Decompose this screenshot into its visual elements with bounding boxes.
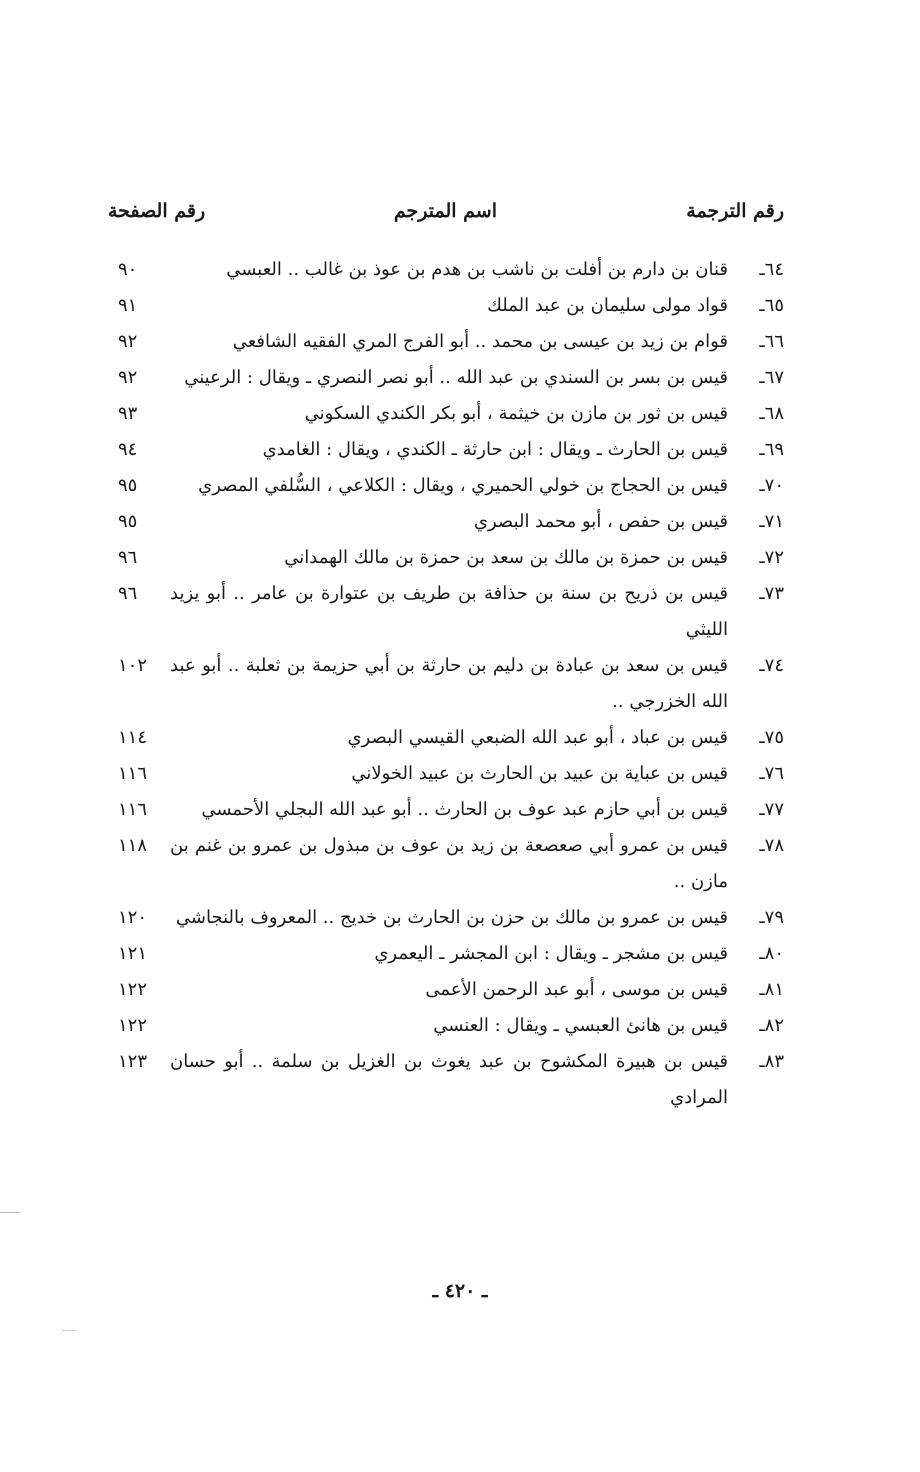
index-entry (118, 648, 784, 720)
entry-page: ٩٠ (118, 259, 138, 280)
index-entry (118, 756, 784, 792)
index-entry-list (118, 252, 784, 1116)
index-entry (118, 1008, 784, 1044)
entry-name: قيس بن حفص ، أبو محمد البصري (473, 511, 728, 532)
entry-name: قنان بن دارم بن أفلت بن ناشب بن هدم بن عوذ بن غالب .. العبسي (226, 259, 728, 280)
entry-name: قوام بن زيد بن عيسى بن محمد .. أبو الفرج المري الفقيه الشافعي (232, 331, 728, 352)
header-entry-number: رقم الترجمة (686, 200, 784, 222)
entry-number: ٨١ـ (759, 979, 784, 1000)
entry-name: قيس بن هانئ العبسي ـ ويقال : العنسي (433, 1015, 728, 1036)
header-page-number: رقم الصفحة (108, 200, 206, 222)
entry-name: قيس بن عمرو أبي صعصعة بن زيد بن عوف بن مبذول بن عمرو بن غنم بن مازن .. (170, 835, 728, 892)
index-entry (118, 396, 784, 432)
entry-page: ٩٤ (118, 439, 138, 460)
entry-number: ٧١ـ (759, 511, 784, 532)
index-entry (118, 288, 784, 324)
entry-number: ٧٩ـ (759, 907, 784, 928)
index-entry (118, 1044, 784, 1116)
entry-name: قيس بن عباد ، أبو عبد الله الضبعي القيسي البصري (347, 727, 728, 748)
margin-mark (62, 1330, 76, 1331)
entry-number: ٧٧ـ (759, 799, 784, 820)
entry-name: قواد مولى سليمان بن عبد الملك (487, 295, 728, 316)
index-entry (118, 576, 784, 648)
entry-page: ٩٢ (118, 331, 138, 352)
entry-page: ١٢١ (118, 943, 148, 964)
entry-name: قيس بن أبي حازم عبد عوف بن الحارث .. أبو عبد الله البجلي الأحمسي (201, 799, 728, 820)
table-header (108, 200, 784, 234)
entry-page: ٩٦ (118, 583, 138, 604)
entry-name: قيس بن ذريح بن سنة بن حذافة بن طريف بن عتوارة بن عامر .. أبو يزيد الليثي (170, 583, 728, 640)
entry-page: ٩٦ (118, 547, 138, 568)
entry-number: ٧٣ـ (759, 583, 784, 604)
header-translated-name: اسم المترجم (393, 200, 497, 222)
entry-page: ١٢٠ (118, 907, 148, 928)
index-entry (118, 252, 784, 288)
entry-page: ٩٢ (118, 367, 138, 388)
entry-number: ٦٥ـ (759, 295, 784, 316)
entry-page: ١١٤ (118, 727, 148, 748)
entry-name: قيس بن ثور بن مازن بن خيثمة ، أبو بكر الكندي السكوني (304, 403, 728, 424)
entry-number: ٦٨ـ (759, 403, 784, 424)
entry-page: ٩٥ (118, 511, 138, 532)
entry-page: ١٢٢ (118, 979, 148, 1000)
entry-name: قيس بن عمرو بن مالك بن حزن بن الحارث بن خديج .. المعروف بالنجاشي (175, 907, 728, 928)
index-entry (118, 324, 784, 360)
entry-name: قيس بن الحجاج بن خولي الحميري ، ويقال : الكلاعي ، السُّلفي المصري (198, 475, 728, 496)
entry-page: ٩٥ (118, 475, 138, 496)
entry-number: ٦٤ـ (759, 259, 784, 280)
entry-name: قيس بن هبيرة المكشوح بن عبد يغوث بن الغزيل بن سلمة .. أبو حسان المرادي (170, 1051, 728, 1108)
index-entry (118, 432, 784, 468)
entry-number: ٧٤ـ (759, 655, 784, 676)
entry-page: ١٢٣ (118, 1051, 148, 1072)
index-entry (118, 360, 784, 396)
entry-number: ٨٣ـ (759, 1051, 784, 1072)
index-entry (118, 972, 784, 1008)
entry-number: ٧٢ـ (759, 547, 784, 568)
margin-mark (0, 1212, 20, 1213)
index-entry (118, 504, 784, 540)
entry-number: ٧٠ـ (759, 475, 784, 496)
entry-number: ٨٠ـ (759, 943, 784, 964)
entry-name: قيس بن حمزة بن مالك بن سعد بن حمزة بن مالك الهمداني (284, 547, 728, 568)
entry-page: ١٢٢ (118, 1015, 148, 1036)
entry-name: قيس بن سعد بن عبادة بن دليم بن حارثة بن أبي حزيمة بن ثعلبة .. أبو عبد الله الخزرجي .. (170, 655, 728, 712)
index-entry (118, 792, 784, 828)
entry-page: ١١٦ (118, 763, 148, 784)
entry-page: ١١٨ (118, 835, 148, 856)
entry-name: قيس بن عباية بن عبيد بن الحارث بن عبيد الخولاني (351, 763, 728, 784)
page-folio: ـ ٤٢٠ ـ (432, 1280, 488, 1302)
entry-name: قيس بن بسر بن السندي بن عبد الله .. أبو نصر النصري ـ ويقال : الرعيني (184, 367, 728, 388)
entry-page: ٩١ (118, 295, 138, 316)
entry-name: قيس بن موسى ، أبو عبد الرحمن الأعمى (425, 979, 728, 1000)
entry-page: ٩٣ (118, 403, 138, 424)
entry-number: ٧٨ـ (759, 835, 784, 856)
entry-number: ٨٢ـ (759, 1015, 784, 1036)
entry-name: قيس بن مشجر ـ ويقال : ابن المجشر ـ اليعمري (374, 943, 728, 964)
entry-number: ٦٧ـ (759, 367, 784, 388)
entry-number: ٧٦ـ (759, 763, 784, 784)
entry-name: قيس بن الحارث ـ ويقال : ابن حارثة ـ الكندي ، ويقال : الغامدي (262, 439, 728, 460)
entry-number: ٦٩ـ (759, 439, 784, 460)
index-entry (118, 828, 784, 900)
entry-page: ١٠٢ (118, 655, 148, 676)
entry-number: ٧٥ـ (759, 727, 784, 748)
entry-page: ١١٦ (118, 799, 148, 820)
index-entry (118, 720, 784, 756)
index-entry (118, 468, 784, 504)
index-entry (118, 936, 784, 972)
entry-number: ٦٦ـ (759, 331, 784, 352)
index-entry (118, 540, 784, 576)
index-entry (118, 900, 784, 936)
